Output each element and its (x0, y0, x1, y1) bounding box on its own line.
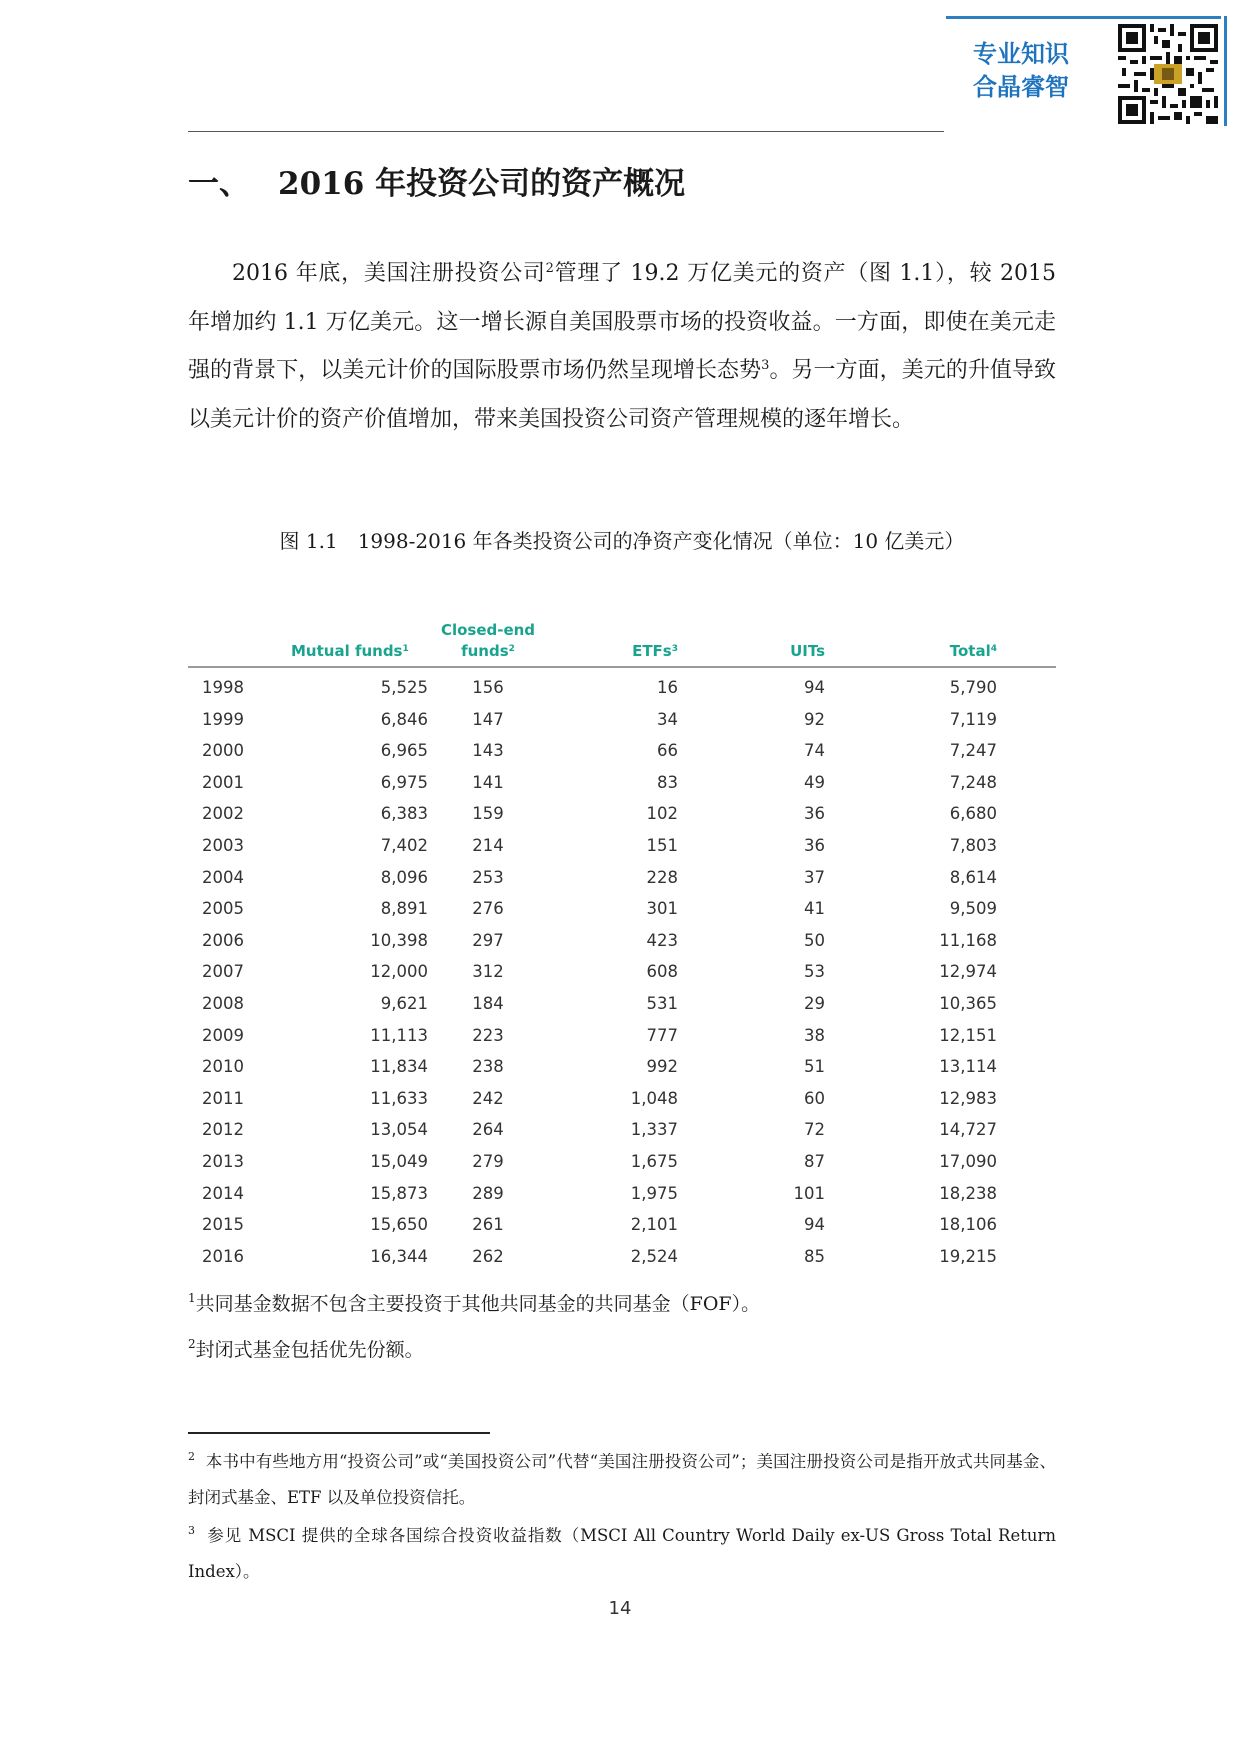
column-header-mutual-funds: Mutual funds$^1$ (291, 642, 409, 660)
table-cell-value: 5,790 (949, 678, 997, 697)
table-cell-value: 10,365 (939, 993, 997, 1013)
table-cell-value: 7,402 (380, 835, 428, 855)
table-cell-value: 13,054 (370, 1120, 428, 1140)
table-cell-value: 19,215 (939, 1246, 997, 1266)
table-cell-value: 184 (472, 993, 504, 1013)
table-cell-value: 7,248 (949, 772, 997, 792)
table-cell-value: 9,621 (380, 993, 428, 1013)
footnote-ref[interactable]: 2 (545, 261, 554, 276)
table-cell-value: 264 (472, 1120, 504, 1140)
table-row (188, 768, 1056, 800)
column-header-etfs: ETFs$^3$ (632, 642, 678, 660)
table-cell-value: 94 (804, 678, 825, 697)
body-paragraph (188, 250, 1056, 444)
table-row (188, 863, 1056, 895)
table-cell-value: 94 (804, 1215, 825, 1235)
footnote-3: $^3$ 参见 MSCI 提供的全球各国综合投资收益指数（MSCI All Country World Daily ex-US Gross Total Return Index）。 (188, 1524, 1056, 1581)
table-row (188, 989, 1056, 1021)
table-cell-year: 2006 (202, 930, 244, 950)
table-cell-value: 214 (472, 835, 504, 855)
table-cell-value: 1,975 (630, 1183, 678, 1203)
body-text-part2: 管理了 19.2 万亿美元的资产（图 1.1），较 2015 年增加约 1.1 万亿美元。这一增长源自美国股票市场的投资收益。一方面，即使在美元走强的背景下，以美元计价的国际股票市场仍然呈现增长态势 (188, 261, 1056, 383)
table-cell-year: 2009 (202, 1025, 244, 1045)
table-cell-value: 423 (646, 930, 678, 950)
table-cell-value: 2,101 (630, 1215, 678, 1235)
table-cell-year: 2011 (202, 1088, 244, 1108)
table-cell-year: 1998 (202, 678, 244, 697)
table-row (188, 705, 1056, 737)
table-row (188, 926, 1056, 958)
table-cell-year: 2010 (202, 1057, 244, 1077)
table-cell-year: 2007 (202, 962, 244, 982)
table-cell-value: 16,344 (370, 1246, 428, 1266)
table-cell-value: 7,119 (949, 709, 997, 729)
table-cell-value: 15,049 (370, 1151, 428, 1171)
table-cell-value: 143 (472, 741, 504, 761)
table-cell-value: 37 (804, 867, 825, 887)
table-row (188, 1179, 1056, 1211)
table-cell-value: 242 (472, 1088, 504, 1108)
table-cell-year: 2002 (202, 804, 244, 824)
table-cell-value: 18,106 (939, 1215, 997, 1235)
table-row (188, 1242, 1056, 1274)
table-cell-value: 16 (657, 678, 678, 697)
table-row (188, 736, 1056, 768)
table-cell-year: 2000 (202, 741, 244, 761)
table-cell-value: 6,965 (380, 741, 428, 761)
data-table (188, 610, 1056, 1273)
table-cell-year: 2005 (202, 899, 244, 919)
table-cell-value: 12,151 (939, 1025, 997, 1045)
table-cell-value: 66 (657, 741, 678, 761)
footnote-ref[interactable]: 3 (761, 358, 770, 373)
table-cell-year: 2013 (202, 1151, 244, 1171)
table-cell-value: 13,114 (939, 1057, 997, 1077)
table-cell-year: 2014 (202, 1183, 244, 1203)
table-header (188, 610, 1056, 668)
header-accent-line (946, 16, 1221, 19)
table-cell-value: 12,974 (939, 962, 997, 982)
table-cell-year: 2004 (202, 867, 244, 887)
table-cell-value: 7,803 (949, 835, 997, 855)
table-cell-value: 228 (646, 867, 678, 887)
table-cell-value: 6,680 (949, 804, 997, 824)
brand-slogan-line1: 专业知识 (973, 40, 1069, 68)
table-cell-value: 238 (472, 1057, 504, 1077)
table-cell-value: 301 (646, 899, 678, 919)
table-cell-value: 261 (472, 1215, 504, 1235)
table-cell-value: 41 (804, 899, 825, 919)
table-cell-year: 2008 (202, 993, 244, 1013)
table-cell-value: 36 (804, 835, 825, 855)
table-body (188, 673, 1056, 1273)
table-cell-value: 72 (804, 1120, 825, 1140)
table-cell-year: 2012 (202, 1120, 244, 1140)
table-cell-value: 17,090 (939, 1151, 997, 1171)
table-cell-value: 85 (804, 1246, 825, 1266)
table-cell-value: 262 (472, 1246, 504, 1266)
column-header-closed-end-funds: Closed-end funds$^2$ (440, 621, 536, 660)
table-cell-value: 276 (472, 899, 504, 919)
table-cell-value: 36 (804, 804, 825, 824)
table-cell-value: 1,675 (630, 1151, 678, 1171)
table-cell-value: 992 (646, 1057, 678, 1077)
table-cell-value: 12,000 (370, 962, 428, 982)
table-cell-value: 18,238 (939, 1183, 997, 1203)
table-cell-value: 49 (804, 772, 825, 792)
section-title-text: 2016 年投资公司的资产概况 (278, 166, 686, 202)
table-cell-value: 1,048 (630, 1088, 678, 1108)
table-cell-value: 51 (804, 1057, 825, 1077)
table-cell-year: 2016 (202, 1246, 244, 1266)
table-cell-value: 10,398 (370, 930, 428, 950)
table-cell-value: 151 (646, 835, 678, 855)
section-number: 一、 (188, 166, 250, 202)
table-row (188, 1084, 1056, 1116)
table-cell-value: 101 (793, 1183, 825, 1203)
table-row (188, 1210, 1056, 1242)
body-text-part1: 2016 年底，美国注册投资公司 (232, 261, 546, 286)
table-note: $^2$封闭式基金包括优先份额。 (188, 1337, 424, 1361)
table-cell-value: 6,846 (380, 709, 428, 729)
table-cell-value: 14,727 (939, 1120, 997, 1140)
header-accent-line-vertical (1224, 16, 1227, 126)
brand-slogan-line2: 合晶睿智 (973, 73, 1069, 101)
body-text-part3: 。另一方面，美元的升值导致以美元计价的资产价值增加，带来美国投资公司资产管理规模的逐年增长。 (188, 358, 1056, 432)
table-cell-value: 12,983 (939, 1088, 997, 1108)
table-cell-value: 102 (646, 804, 678, 824)
table-cell-value: 8,891 (380, 899, 428, 919)
table-cell-value: 141 (472, 772, 504, 792)
table-cell-value: 156 (472, 678, 504, 697)
table-cell-value: 11,168 (939, 930, 997, 950)
table-cell-value: 11,113 (370, 1025, 428, 1045)
table-cell-value: 15,873 (370, 1183, 428, 1203)
table-cell-value: 87 (804, 1151, 825, 1171)
table-cell-value: 312 (472, 962, 504, 982)
table-cell-year: 2003 (202, 835, 244, 855)
table-cell-value: 531 (646, 993, 678, 1013)
footnote-2: $^2$ 本书中有些地方用“投资公司”或“美国投资公司”代替“美国注册投资公司”；美国注册投资公司是指开放式共同基金、封闭式基金、ETF 以及单位投资信托。 (188, 1450, 1056, 1507)
table-cell-value: 9,509 (949, 899, 997, 919)
footnote-divider (188, 1432, 490, 1434)
table-row (188, 831, 1056, 863)
table-row (188, 1052, 1056, 1084)
column-header-total: Total$^4$ (949, 642, 997, 660)
table-cell-value: 29 (804, 993, 825, 1013)
figure-caption: 图 1.1 1998-2016 年各类投资公司的净资产变化情况（单位：10 亿美元） (279, 529, 965, 553)
table-cell-value: 50 (804, 930, 825, 950)
table-cell-value: 92 (804, 709, 825, 729)
table-cell-value: 6,383 (380, 804, 428, 824)
table-cell-value: 5,525 (380, 678, 428, 697)
table-cell-value: 60 (804, 1088, 825, 1108)
brand-slogan (958, 38, 1084, 104)
table-cell-value: 83 (657, 772, 678, 792)
table-cell-value: 74 (804, 741, 825, 761)
table-cell-year: 2015 (202, 1215, 244, 1235)
table-cell-year: 1999 (202, 709, 244, 729)
table-cell-value: 38 (804, 1025, 825, 1045)
table-cell-value: 289 (472, 1183, 504, 1203)
table-cell-value: 159 (472, 804, 504, 824)
table-cell-value: 15,650 (370, 1215, 428, 1235)
table-cell-value: 53 (804, 962, 825, 982)
table-row (188, 1115, 1056, 1147)
table-row (188, 1147, 1056, 1179)
header-divider (188, 131, 944, 132)
table-cell-value: 279 (472, 1151, 504, 1171)
table-row (188, 1021, 1056, 1053)
table-row (188, 673, 1056, 705)
table-row (188, 957, 1056, 989)
table-cell-value: 2,524 (630, 1246, 678, 1266)
table-cell-value: 8,614 (949, 867, 997, 887)
table-cell-value: 608 (646, 962, 678, 982)
table-cell-value: 11,633 (370, 1088, 428, 1108)
table-cell-value: 8,096 (380, 867, 428, 887)
qr-code-icon (1118, 24, 1218, 124)
table-cell-year: 2001 (202, 772, 244, 792)
table-cell-value: 7,247 (949, 741, 997, 761)
table-cell-value: 253 (472, 867, 504, 887)
table-cell-value: 11,834 (370, 1057, 428, 1077)
table-cell-value: 777 (646, 1025, 678, 1045)
section-title (188, 162, 685, 206)
table-row (188, 799, 1056, 831)
page-number: 14 (608, 1598, 632, 1619)
table-cell-value: 297 (472, 930, 504, 950)
table-cell-value: 34 (657, 709, 678, 729)
table-cell-value: 1,337 (630, 1120, 678, 1140)
table-cell-value: 223 (472, 1025, 504, 1045)
column-header-uits: UITs (790, 642, 825, 660)
table-cell-value: 147 (472, 709, 504, 729)
table-note: $^1$共同基金数据不包含主要投资于其他共同基金的共同基金（FOF）。 (188, 1291, 761, 1315)
table-row (188, 894, 1056, 926)
table-cell-value: 6,975 (380, 772, 428, 792)
